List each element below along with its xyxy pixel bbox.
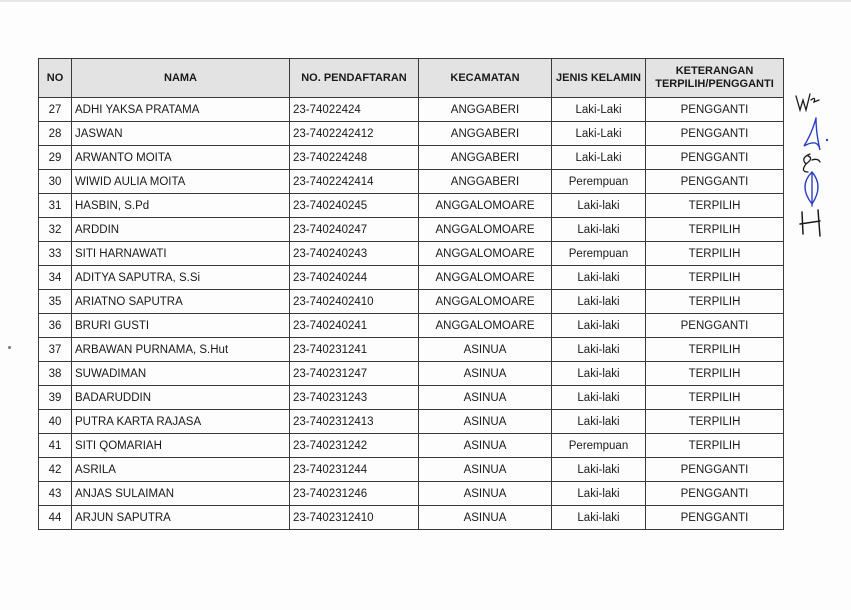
cell-kecamatan: ANGGALOMOARE (419, 266, 552, 290)
table-row (39, 290, 784, 314)
scan-speck (8, 346, 11, 349)
table-row (39, 386, 784, 410)
cell-kecamatan: ANGGABERI (419, 122, 552, 146)
cell-keterangan: TERPILIH (646, 194, 784, 218)
cell-kecamatan: ASINUA (419, 506, 552, 530)
cell-jenis-kelamin: Laki-laki (552, 482, 646, 506)
cell-keterangan: PENGGANTI (646, 122, 784, 146)
candidate-table (38, 58, 784, 530)
cell-no: 34 (39, 266, 72, 290)
header-keterangan-line2: TERPILIH/PENGGANTI (655, 78, 774, 90)
signature-blue-stroke-1 (804, 118, 820, 150)
signature-initials-bottom (800, 210, 820, 236)
cell-no-pendaftaran: 23-7402402410 (290, 290, 419, 314)
cell-keterangan: TERPILIH (646, 290, 784, 314)
cell-no-pendaftaran: 23-74022424 (290, 98, 419, 122)
cell-no-pendaftaran: 23-740231241 (290, 338, 419, 362)
cell-nama: ASRILA (72, 458, 290, 482)
handwritten-signature-icon (790, 88, 835, 238)
cell-kecamatan: ASINUA (419, 482, 552, 506)
cell-nama: SITI QOMARIAH (72, 434, 290, 458)
cell-no-pendaftaran: 23-740231246 (290, 482, 419, 506)
cell-no: 29 (39, 146, 72, 170)
cell-keterangan: PENGGANTI (646, 146, 784, 170)
cell-jenis-kelamin: Laki-laki (552, 506, 646, 530)
cell-no: 33 (39, 242, 72, 266)
cell-nama: ARIATNO SAPUTRA (72, 290, 290, 314)
cell-no-pendaftaran: 23-740240241 (290, 314, 419, 338)
cell-kecamatan: ANGGABERI (419, 146, 552, 170)
cell-keterangan: PENGGANTI (646, 98, 784, 122)
cell-no-pendaftaran: 23-7402312413 (290, 410, 419, 434)
header-keterangan-line1: KETERANGAN (675, 65, 754, 77)
table-row (39, 434, 784, 458)
cell-no-pendaftaran: 23-740240245 (290, 194, 419, 218)
header-nama: NAMA (72, 59, 290, 98)
cell-keterangan: TERPILIH (646, 410, 784, 434)
cell-kecamatan: ASINUA (419, 458, 552, 482)
cell-keterangan: TERPILIH (646, 386, 784, 410)
cell-keterangan: PENGGANTI (646, 170, 784, 194)
cell-jenis-kelamin: Laki-laki (552, 194, 646, 218)
table-row (39, 338, 784, 362)
cell-nama: ARWANTO MOITA (72, 146, 290, 170)
table-row (39, 146, 784, 170)
cell-kecamatan: ANGGALOMOARE (419, 194, 552, 218)
table-row (39, 98, 784, 122)
table-row (39, 506, 784, 530)
cell-kecamatan: ASINUA (419, 338, 552, 362)
cell-no: 27 (39, 98, 72, 122)
cell-no: 43 (39, 482, 72, 506)
cell-no-pendaftaran: 23-740231243 (290, 386, 419, 410)
cell-kecamatan: ASINUA (419, 410, 552, 434)
cell-keterangan: PENGGANTI (646, 482, 784, 506)
cell-kecamatan: ANGGABERI (419, 98, 552, 122)
cell-jenis-kelamin: Laki-laki (552, 266, 646, 290)
cell-jenis-kelamin: Laki-laki (552, 338, 646, 362)
cell-nama: ADITYA SAPUTRA, S.Si (72, 266, 290, 290)
cell-kecamatan: ANGGABERI (419, 170, 552, 194)
cell-no-pendaftaran: 23-7402242414 (290, 170, 419, 194)
table-row (39, 242, 784, 266)
table-row (39, 170, 784, 194)
signature-blue-stroke-2 (805, 172, 818, 206)
cell-keterangan: TERPILIH (646, 338, 784, 362)
header-keterangan (646, 59, 784, 98)
cell-keterangan: TERPILIH (646, 362, 784, 386)
cell-no: 31 (39, 194, 72, 218)
cell-nama: BADARUDDIN (72, 386, 290, 410)
cell-keterangan: TERPILIH (646, 218, 784, 242)
cell-kecamatan: ASINUA (419, 434, 552, 458)
cell-no-pendaftaran: 23-7402312410 (290, 506, 419, 530)
cell-kecamatan: ANGGALOMOARE (419, 242, 552, 266)
cell-jenis-kelamin: Laki-laki (552, 218, 646, 242)
table-row (39, 482, 784, 506)
cell-no: 41 (39, 434, 72, 458)
cell-jenis-kelamin: Laki-laki (552, 458, 646, 482)
table-row (39, 458, 784, 482)
cell-jenis-kelamin: Laki-laki (552, 362, 646, 386)
cell-no-pendaftaran: 23-740231247 (290, 362, 419, 386)
table-header-row (39, 59, 784, 98)
cell-no: 37 (39, 338, 72, 362)
cell-kecamatan: ANGGALOMOARE (419, 290, 552, 314)
cell-nama: BRURI GUSTI (72, 314, 290, 338)
cell-nama: ADHI YAKSA PRATAMA (72, 98, 290, 122)
cell-jenis-kelamin: Perempuan (552, 434, 646, 458)
signature-black-loops (803, 154, 820, 172)
cell-kecamatan: ASINUA (419, 362, 552, 386)
cell-jenis-kelamin: Perempuan (552, 242, 646, 266)
cell-no-pendaftaran: 23-740240243 (290, 242, 419, 266)
cell-no: 30 (39, 170, 72, 194)
page-edge (0, 0, 851, 2)
cell-nama: SITI HARNAWATI (72, 242, 290, 266)
cell-jenis-kelamin: Laki-Laki (552, 146, 646, 170)
table-body (39, 98, 784, 530)
cell-keterangan: PENGGANTI (646, 458, 784, 482)
cell-keterangan: TERPILIH (646, 266, 784, 290)
header-no: NO (39, 59, 72, 98)
cell-no: 44 (39, 506, 72, 530)
cell-no: 40 (39, 410, 72, 434)
cell-nama: HASBIN, S.Pd (72, 194, 290, 218)
header-kecamatan: KECAMATAN (419, 59, 552, 98)
cell-no: 28 (39, 122, 72, 146)
cell-nama: ARDDIN (72, 218, 290, 242)
cell-no: 35 (39, 290, 72, 314)
cell-jenis-kelamin: Laki-laki (552, 290, 646, 314)
cell-no: 32 (39, 218, 72, 242)
cell-kecamatan: ANGGALOMOARE (419, 314, 552, 338)
signature-initials-top (796, 94, 819, 110)
cell-keterangan: TERPILIH (646, 242, 784, 266)
header-jenis-kelamin: JENIS KELAMIN (552, 59, 646, 98)
cell-jenis-kelamin: Laki-laki (552, 386, 646, 410)
cell-no: 36 (39, 314, 72, 338)
cell-nama: WIWID AULIA MOITA (72, 170, 290, 194)
cell-kecamatan: ANGGALOMOARE (419, 218, 552, 242)
cell-no-pendaftaran: 23-740224248 (290, 146, 419, 170)
cell-nama: ARBAWAN PURNAMA, S.Hut (72, 338, 290, 362)
cell-jenis-kelamin: Laki-laki (552, 314, 646, 338)
table-row (39, 410, 784, 434)
table-row (39, 194, 784, 218)
cell-jenis-kelamin: Laki-laki (552, 410, 646, 434)
table-row (39, 122, 784, 146)
signature-dot (826, 139, 828, 141)
cell-no: 38 (39, 362, 72, 386)
cell-keterangan: PENGGANTI (646, 506, 784, 530)
table-row (39, 266, 784, 290)
cell-no: 39 (39, 386, 72, 410)
cell-jenis-kelamin: Laki-Laki (552, 122, 646, 146)
cell-no-pendaftaran: 23-740240247 (290, 218, 419, 242)
cell-no-pendaftaran: 23-740240244 (290, 266, 419, 290)
cell-nama: SUWADIMAN (72, 362, 290, 386)
cell-no-pendaftaran: 23-740231242 (290, 434, 419, 458)
cell-keterangan: TERPILIH (646, 434, 784, 458)
cell-jenis-kelamin: Laki-Laki (552, 98, 646, 122)
cell-nama: JASWAN (72, 122, 290, 146)
cell-nama: PUTRA KARTA RAJASA (72, 410, 290, 434)
table-row (39, 218, 784, 242)
cell-nama: ANJAS SULAIMAN (72, 482, 290, 506)
cell-keterangan: PENGGANTI (646, 314, 784, 338)
table-row (39, 314, 784, 338)
table-row (39, 362, 784, 386)
cell-nama: ARJUN SAPUTRA (72, 506, 290, 530)
cell-no: 42 (39, 458, 72, 482)
cell-no-pendaftaran: 23-7402242412 (290, 122, 419, 146)
header-no-pendaftaran: NO. PENDAFTARAN (290, 59, 419, 98)
cell-no-pendaftaran: 23-740231244 (290, 458, 419, 482)
cell-jenis-kelamin: Perempuan (552, 170, 646, 194)
cell-kecamatan: ASINUA (419, 386, 552, 410)
